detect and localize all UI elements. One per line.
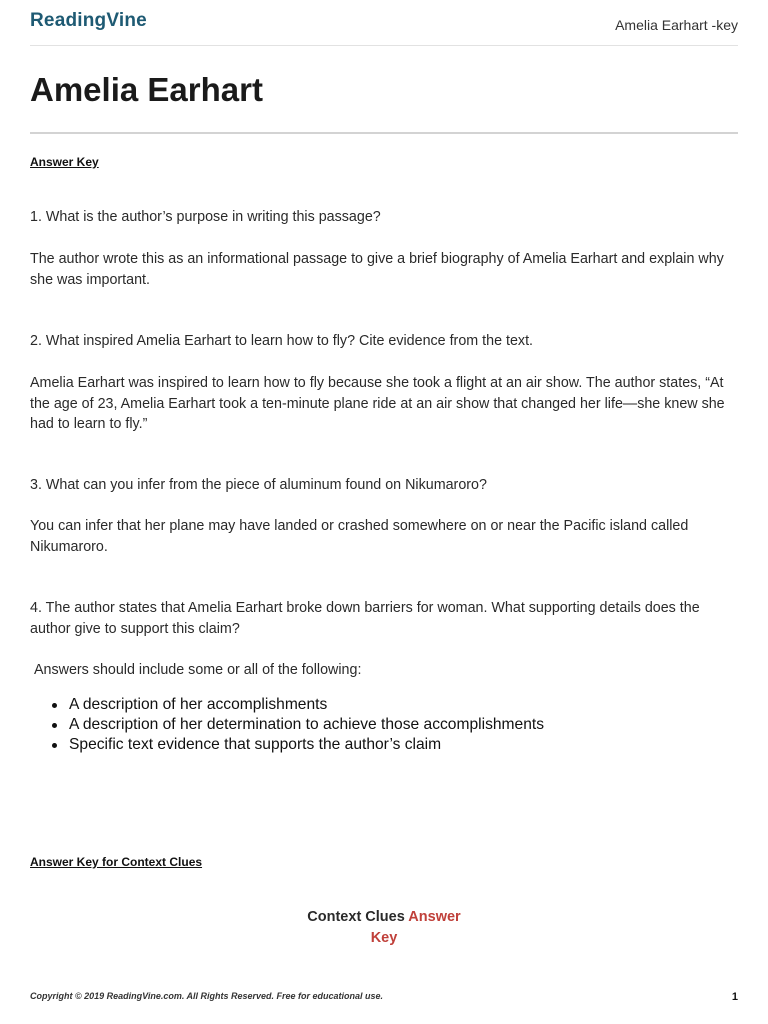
- context-clues-heading-accent: Answer: [408, 909, 461, 925]
- question-1: 1. What is the author’s purpose in writing this passage?: [30, 209, 381, 225]
- header-divider: [30, 45, 738, 46]
- bullet-text: A description of her accomplishments: [69, 696, 328, 713]
- bullet-dot-icon: [52, 743, 57, 748]
- question-4: 4. The author states that Amelia Earhart broke down barriers for woman. What supporting details does the author give to support this claim?: [30, 600, 700, 637]
- question-3: 3. What can you infer from the piece of aluminum found on Nikumaroro?: [30, 477, 487, 493]
- context-clues-heading-text: Context Clues: [307, 909, 405, 925]
- context-clues-heading: [284, 907, 484, 949]
- bullet-item: [30, 695, 544, 715]
- bullet-dot-icon: [52, 723, 57, 728]
- answer-2: Amelia Earhart was inspired to learn how to fly because she took a flight at an air show. The author states, “At the age of 23, Amelia Earhart took a ten-minute plane ride at an air show that changed her life—she knew she had to learn to fly.”: [30, 375, 725, 432]
- question-2: 2. What inspired Amelia Earhart to learn how to fly? Cite evidence from the text.: [30, 333, 534, 349]
- bullet-dot-icon: [52, 703, 57, 708]
- answer-1: The author wrote this as an informational passage to give a brief biography of Amelia Earhart and explain why she was important.: [30, 251, 724, 288]
- bullet-text: A description of her determination to achieve those accomplishments: [69, 716, 544, 733]
- context-clues-label: Answer Key for Context Clues: [30, 855, 203, 869]
- bullet-text: Specific text evidence that supports the author’s claim: [69, 736, 442, 753]
- bullet-item: [30, 735, 544, 755]
- footer-copyright: Copyright © 2019 ReadingVine.com. All Rights Reserved. Free for educational use.: [30, 991, 384, 1001]
- document-label: Amelia Earhart -key: [615, 17, 738, 33]
- bullet-item: [30, 715, 544, 735]
- answer-4-bullet-list: [30, 695, 544, 755]
- readingvine-logo: ReadingVine: [30, 10, 147, 31]
- answer-3: You can infer that her plane may have landed or crashed somewhere on or near the Pacific island called Nikumaroro.: [30, 518, 689, 555]
- answer-key-label: Answer Key: [30, 155, 99, 169]
- title-divider: [30, 132, 738, 134]
- page-title: Amelia Earhart: [30, 71, 263, 108]
- context-clues-heading-accent-key: Key: [370, 930, 398, 946]
- answer-4-intro: Answers should include some or all of the following:: [34, 662, 362, 678]
- page-number: 1: [731, 991, 738, 1003]
